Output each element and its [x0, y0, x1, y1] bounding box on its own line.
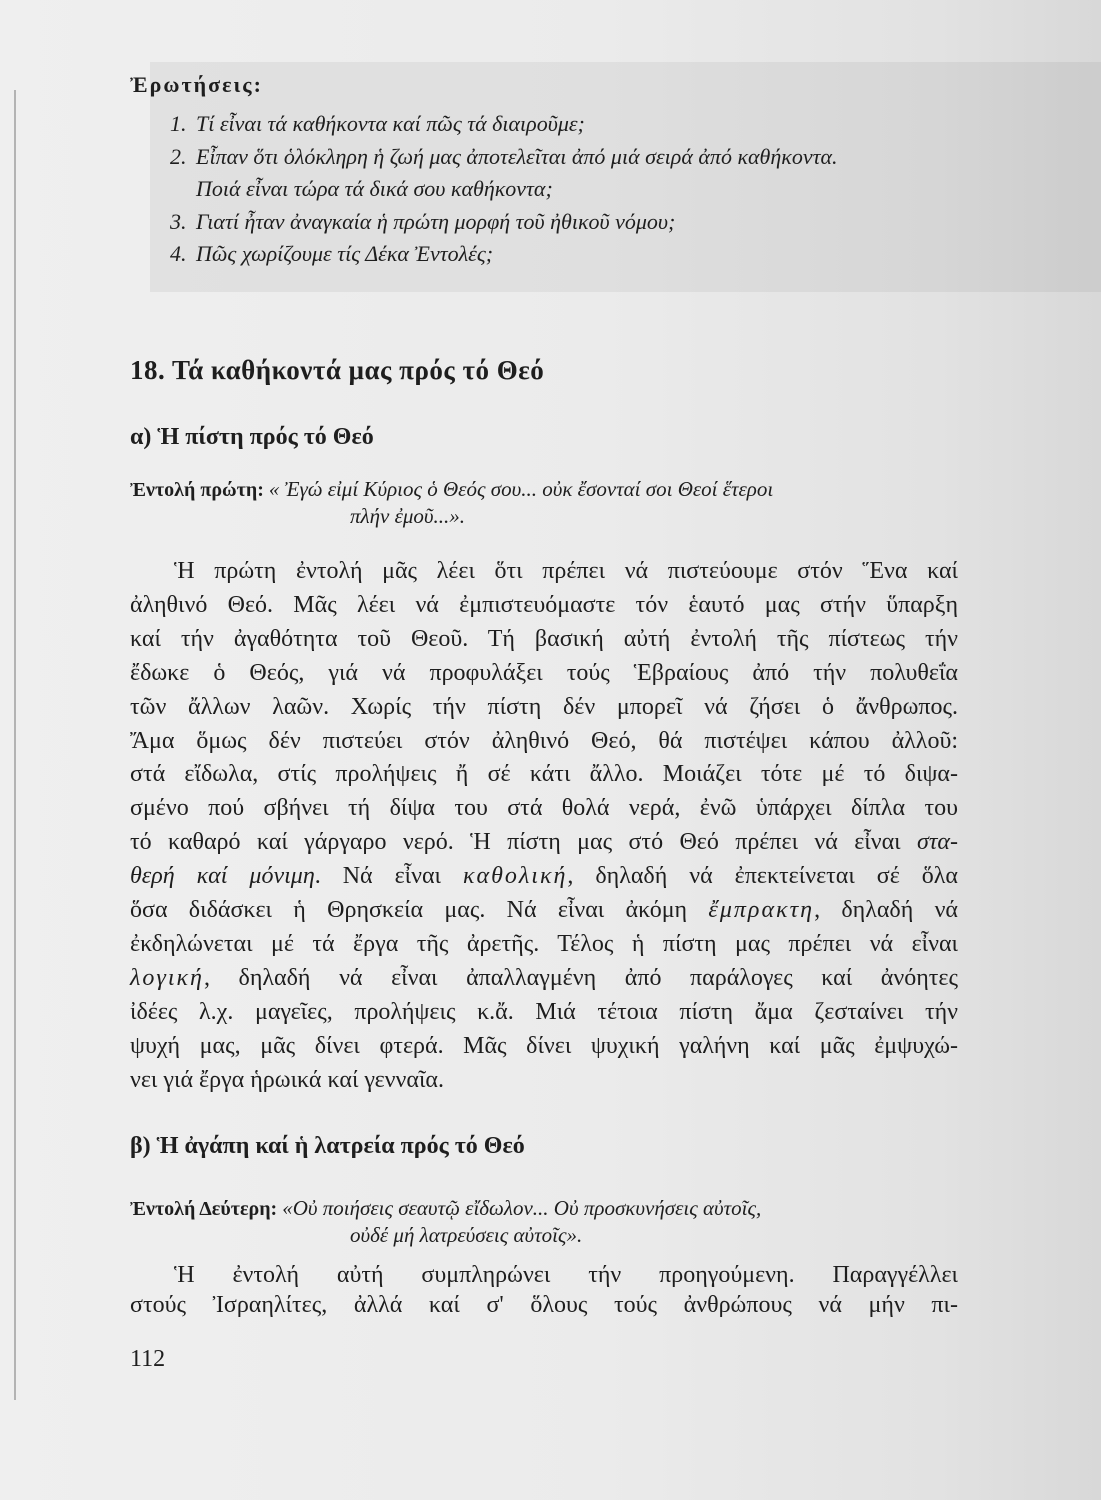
- question-text: Τί εἶναι τά καθήκοντα καί πῶς τά διαιροῦμε;: [196, 111, 585, 136]
- chapter-heading: 18. Τά καθήκοντά μας πρός τό Θεό: [130, 355, 545, 385]
- text-segment: . Νά εἶναι: [314, 863, 463, 890]
- text-segment: στούς Ἰσραηλίτες, ἀλλά καί σ' ὅλους τούς ἀνθρώπους νά μήν πι-: [130, 1292, 958, 1318]
- text-segment: , δηλαδή νά: [814, 897, 959, 924]
- question-number: 3.: [170, 208, 187, 234]
- commandment-second: [130, 1195, 958, 1248]
- question-item: [170, 108, 970, 141]
- text-line: [130, 996, 958, 1030]
- text-segment: Ἄμα ὅμως δέν πιστεύει στόν ἀληθινό Θεό, θά πιστέψει κάπου ἀλλοῦ:: [130, 727, 958, 754]
- text-segment: τό καθαρό καί γάργαρο νερό. Ἡ πίστη μας στό Θεό πρέπει νά εἶναι: [130, 829, 917, 856]
- text-line: [130, 589, 958, 623]
- binding-edge: [14, 90, 16, 1400]
- commandment-label: Ἐντολή πρώτη:: [130, 479, 264, 501]
- text-segment: νει γιά ἔργα ἡρωικά καί γενναῖα.: [130, 1066, 444, 1093]
- commandment-quote: «Οὐ ποιήσεις σεαυτῷ εἴδωλον... Οὐ προσκυνήσεις αὐτοῖς,: [282, 1196, 762, 1220]
- question-text: Εἶπαν ὅτι ὁλόκληρη ἡ ζωή μας ἀποτελεῖται ἀπό μιά σειρά ἀπό καθήκοντα.: [196, 143, 838, 169]
- text-line: [130, 1290, 958, 1320]
- text-line: [130, 623, 958, 657]
- text-segment: Ἡ πρώτη ἐντολή μᾶς λέει ὅτι πρέπει νά πιστεύουμε στόν Ἕνα καί: [174, 558, 958, 584]
- questions-title: Ἐρωτήσεις:: [130, 72, 263, 97]
- commandment-quote: « Ἐγώ εἰμί Κύριος ὁ Θεός σου... οὐκ ἔσονταί σοι Θεοί ἕτεροι: [268, 477, 774, 501]
- page-number: 112: [130, 1346, 166, 1372]
- questions-list: [170, 108, 970, 271]
- emphasized-text: λογική: [130, 964, 204, 991]
- commandment-quote-continued: οὐδέ μή λατρεύσεις αὐτοῖς».: [350, 1223, 583, 1247]
- section-a-paragraph: [130, 555, 958, 1098]
- question-number: 1.: [170, 111, 187, 136]
- text-line: [130, 894, 958, 928]
- text-line: [130, 725, 958, 759]
- text-segment: ἔδωκε ὁ Θεός, γιά νά προφυλάξει τούς Ἑβραίους ἀπό τήν πολυθεΐα: [130, 659, 958, 686]
- text-line: [130, 1030, 958, 1064]
- commandment-label: Ἐντολή Δεύτερη:: [130, 1198, 278, 1220]
- emphasized-text: στα-: [916, 829, 958, 856]
- question-item: [170, 238, 970, 271]
- text-segment: καί τήν ἀγαθότητα τοῦ Θεοῦ. Τή βασική αὐτή ἐντολή τῆς πίστεως τήν: [130, 625, 958, 652]
- text-line: [130, 928, 958, 962]
- text-segment: , δηλαδή νά εἶναι ἀπαλλαγμένη ἀπό παράλογες καί ἀνόητες: [203, 964, 958, 991]
- text-segment: τῶν ἄλλων λαῶν. Χωρίς τήν πίστη δέν μπορεῖ νά ζήσει ὁ ἄνθρωπος.: [130, 693, 958, 720]
- question-item: [170, 141, 970, 206]
- text-segment: ἐκδηλώνεται μέ τά ἔργα τῆς ἀρετῆς. Τέλος ἡ πίστη μας πρέπει νά εἶναι: [130, 930, 958, 957]
- text-line: [130, 555, 958, 589]
- emphasized-text: θερή καί μόνιμη: [130, 863, 315, 890]
- text-line: [130, 792, 958, 826]
- text-segment: ἰδέες λ.χ. μαγεῖες, προλήψεις κ.ἄ. Μιά τέτοια πίστη ἄμα ζεσταίνει τήν: [130, 998, 958, 1025]
- text-segment: σμένο πού σβήνει τή δίψα του στά θολά νερά, ἐνῶ ὑπάρχει δίπλα του: [130, 795, 958, 822]
- text-line: [130, 962, 958, 996]
- text-line: [130, 860, 958, 894]
- section-b-paragraph: [130, 1260, 958, 1320]
- commandment-quote-continued: πλήν ἐμοῦ...».: [350, 504, 466, 528]
- section-b-title: β) Ἡ ἀγάπη καί ἡ λατρεία πρός τό Θεό: [130, 1133, 525, 1159]
- emphasized-text: καθολική: [462, 863, 568, 890]
- emphasized-text: ἔμπρακτη: [708, 897, 815, 924]
- text-segment: Ἡ ἐντολή αὐτή συμπληρώνει τήν προηγούμενη. Παραγγέλλει: [174, 1262, 958, 1288]
- text-segment: ψυχή μας, μᾶς δίνει φτερά. Μᾶς δίνει ψυχική γαλήνη καί μᾶς ἐμψυχώ-: [130, 1032, 958, 1059]
- question-item: [170, 206, 970, 239]
- text-line: [130, 691, 958, 725]
- question-number: 4.: [170, 241, 187, 266]
- section-a-title: α) Ἡ πίστη πρός τό Θεό: [130, 424, 374, 450]
- text-line: [130, 826, 958, 860]
- text-segment: , δηλαδή νά ἐπεκτείνεται σέ ὅλα: [567, 863, 959, 890]
- text-line: [130, 1260, 958, 1290]
- question-text: Ποιά εἶναι τώρα τά δικά σου καθήκοντα;: [196, 176, 553, 201]
- question-number: 2.: [170, 143, 187, 169]
- text-line: [130, 758, 958, 792]
- text-segment: ὅσα διδάσκει ἡ Θρησκεία μας. Νά εἶναι ἀκόμη: [130, 897, 709, 924]
- commandment-first: [130, 476, 958, 529]
- question-text: Πῶς χωρίζουμε τίς Δέκα Ἐντολές;: [196, 241, 494, 266]
- text-segment: στά εἴδωλα, στίς προλήψεις ἤ σέ κάτι ἄλλο. Μοιάζει τότε μέ τό διψα-: [130, 761, 958, 788]
- text-line: [130, 1064, 958, 1098]
- question-text: Γιατί ἦταν ἀναγκαία ἡ πρώτη μορφή τοῦ ἠθικοῦ νόμου;: [196, 208, 676, 234]
- text-segment: ἀληθινό Θεό. Μᾶς λέει νά ἐμπιστευόμαστε τόν ἑαυτό μας στήν ὕπαρξη: [130, 591, 958, 618]
- text-line: [130, 657, 958, 691]
